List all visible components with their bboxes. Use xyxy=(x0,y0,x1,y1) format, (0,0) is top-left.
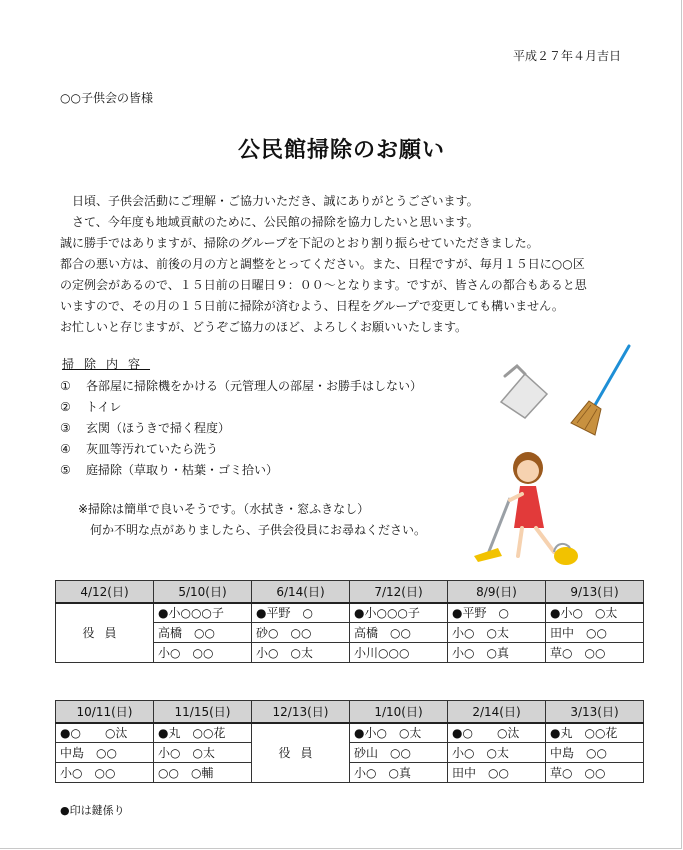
member-cell: 砂山 ○○ xyxy=(350,743,448,763)
document-title: 公民館掃除のお願い xyxy=(237,138,445,163)
member-cell: 中島 ○○ xyxy=(546,743,644,763)
document-date: 平成２７年４月吉日 xyxy=(512,49,621,63)
date-header: 8/9(日) xyxy=(448,581,546,603)
table-header-row xyxy=(56,701,644,723)
date-header: 1/10(日) xyxy=(350,701,448,723)
body-line: の定例会があるので、１５日前の日曜日９：００～となります。ですが、皆さんの都合もあると思 xyxy=(60,278,587,292)
member-cell: 田中 ○○ xyxy=(546,623,644,643)
member-cell: 草○ ○○ xyxy=(546,643,644,663)
date-header: 11/15(日) xyxy=(154,701,252,723)
task-list xyxy=(60,376,422,481)
member-cell: 中島 ○○ xyxy=(56,743,154,763)
schedule-table-1 xyxy=(55,580,644,663)
member-cell: 小○ ○○ xyxy=(56,763,154,783)
date-header: 3/13(日) xyxy=(546,701,644,723)
role-cell: 役員 xyxy=(252,723,350,783)
member-cell: ●○ ○汰 xyxy=(56,723,154,743)
task-item: ③ 玄関（ほうきで掃く程度） xyxy=(60,421,231,435)
table-row xyxy=(56,723,644,743)
addressee: ○○子供会の皆様 xyxy=(60,91,153,105)
member-cell: ●丸 ○○花 xyxy=(546,723,644,743)
task-item: ④ 灰皿等汚れていたら洗う xyxy=(60,442,219,456)
date-header: 10/11(日) xyxy=(56,701,154,723)
body-line: お忙しいと存じますが、どうぞご協力のほど、よろしくお願いいたします。 xyxy=(60,320,468,334)
member-cell: 草○ ○○ xyxy=(546,763,644,783)
table-row xyxy=(56,743,644,763)
role-cell: 役員 xyxy=(56,603,154,663)
legend-note: ●印は鍵係り xyxy=(60,804,125,817)
member-cell: ●小○○○子 xyxy=(350,603,448,623)
task-item: ② トイレ xyxy=(60,400,122,414)
member-cell: 小○ ○太 xyxy=(448,743,546,763)
date-header: 5/10(日) xyxy=(154,581,252,603)
member-cell: 小○ ○太 xyxy=(154,743,252,763)
table-row xyxy=(56,603,644,623)
member-cell: 小○ ○太 xyxy=(448,623,546,643)
member-cell: ●丸 ○○花 xyxy=(154,723,252,743)
member-cell: 田中 ○○ xyxy=(448,763,546,783)
broom-icon xyxy=(565,343,635,438)
body-line: さて、今年度も地域貢献のために、公民館の掃除を協力したいと思います。 xyxy=(60,215,479,229)
table-header-row xyxy=(56,581,644,603)
member-cell: 小○ ○○ xyxy=(154,643,252,663)
date-header: 9/13(日) xyxy=(546,581,644,603)
task-item: ① 各部屋に掃除機をかける（元管理人の部屋・お勝手はしない） xyxy=(60,379,423,393)
date-header: 12/13(日) xyxy=(252,701,350,723)
notes xyxy=(78,499,426,541)
dustpan-icon xyxy=(495,362,555,422)
member-cell: ●小○○○子 xyxy=(154,603,252,623)
member-cell: ●小○ ○太 xyxy=(350,723,448,743)
date-header: 2/14(日) xyxy=(448,701,546,723)
date-header: 4/12(日) xyxy=(56,581,154,603)
schedule-table-2 xyxy=(55,700,644,783)
member-cell: 小○ ○太 xyxy=(252,643,350,663)
task-item: ⑤ 庭掃除（草取り・枯葉・ゴミ拾い） xyxy=(60,463,279,477)
member-cell: 高橋 ○○ xyxy=(350,623,448,643)
date-header: 7/12(日) xyxy=(350,581,448,603)
body-line: 誠に勝手ではありますが、掃除のグループを下記のとおり割り振らせていただきました。 xyxy=(60,236,539,250)
member-cell: ●小○ ○太 xyxy=(546,603,644,623)
member-cell: ●○ ○汰 xyxy=(448,723,546,743)
girl-vacuuming-icon xyxy=(470,446,585,571)
member-cell: ●平野 ○ xyxy=(252,603,350,623)
table-row xyxy=(56,763,644,783)
note-line: 何か不明な点がありましたら、子供会役員にお尋ねください。 xyxy=(90,523,427,537)
note-line: ※掃除は簡単で良いそうです。（水拭き・窓ふきなし） xyxy=(78,502,370,516)
member-cell: 小○ ○真 xyxy=(448,643,546,663)
member-cell: 小○ ○真 xyxy=(350,763,448,783)
member-cell: 小川○○○ xyxy=(350,643,448,663)
member-cell: 高橋 ○○ xyxy=(154,623,252,643)
tasks-heading: 掃除内容 xyxy=(62,357,151,371)
body-line: 日頃、子供会活動にご理解・ご協力いただき、誠にありがとうございます。 xyxy=(60,194,479,208)
member-cell: 砂○ ○○ xyxy=(252,623,350,643)
body-line: 都合の悪い方は、前後の月の方と調整をとってください。また、日程ですが、毎月１５日に○○区 xyxy=(60,257,585,271)
member-cell: ○○ ○輔 xyxy=(154,763,252,783)
member-cell: ●平野 ○ xyxy=(448,603,546,623)
body-line: いますので、その月の１５日前に掃除が済むよう、日程をグループで変更しても構いません。 xyxy=(60,299,564,313)
date-header: 6/14(日) xyxy=(252,581,350,603)
body-paragraph xyxy=(60,191,640,338)
